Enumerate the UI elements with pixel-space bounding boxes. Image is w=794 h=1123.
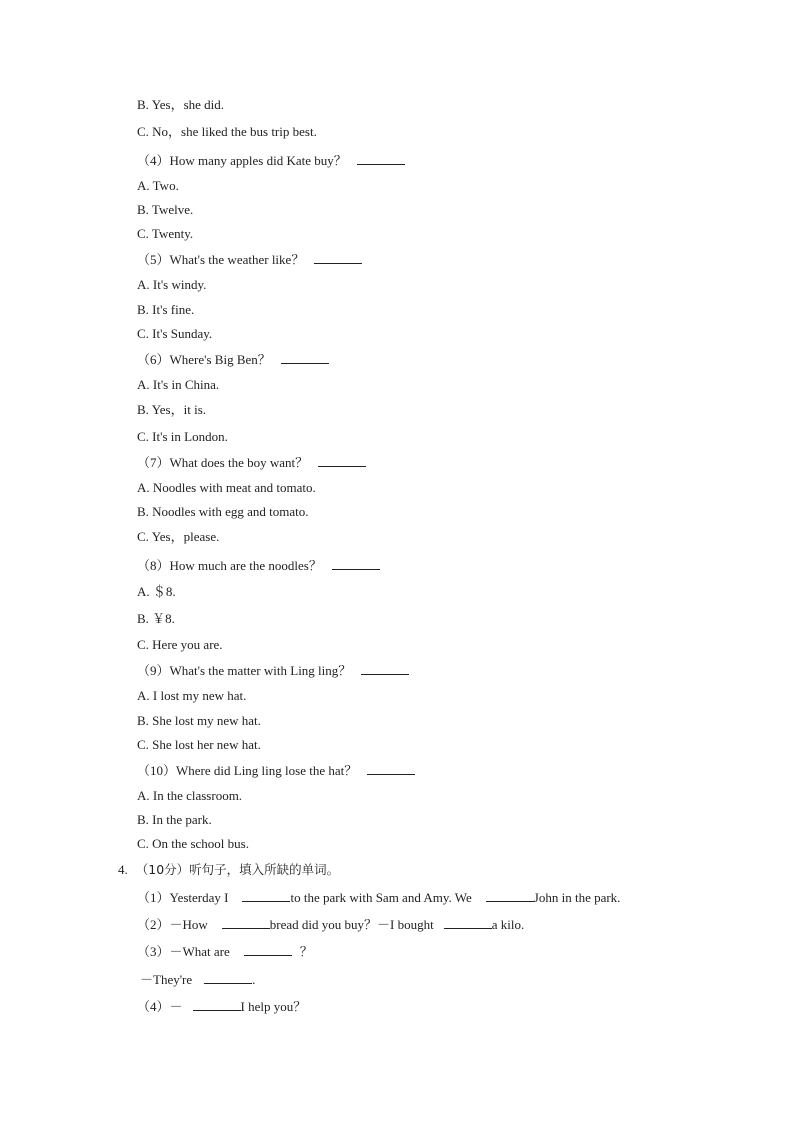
option-b: B. Noodles with egg and tomato. xyxy=(137,504,309,519)
question-text: （8）How much are the noodles？ xyxy=(137,558,322,573)
question-9 xyxy=(137,662,409,679)
answer-blank[interactable] xyxy=(444,916,492,929)
answer-blank[interactable] xyxy=(357,152,405,165)
fill-sentence-1 xyxy=(137,889,620,906)
section-number: 4. xyxy=(118,862,128,877)
sentence-text: （2）－How xyxy=(137,917,208,932)
fill-sentence-4 xyxy=(137,998,306,1015)
fill-sentence-2 xyxy=(137,916,524,933)
fill-sentence-3-reply xyxy=(140,971,255,988)
answer-blank[interactable] xyxy=(332,557,380,570)
option-a: A. It's windy. xyxy=(137,277,207,292)
question-text: （6）Where's Big Ben？ xyxy=(137,352,271,367)
option-b: B. In the park. xyxy=(137,812,212,827)
question-5 xyxy=(137,251,362,268)
answer-blank[interactable] xyxy=(318,454,366,467)
option-3c: C. No，she liked the bus trip best. xyxy=(137,124,317,139)
section-4-heading xyxy=(118,862,339,878)
answer-blank[interactable] xyxy=(193,998,241,1011)
option-a: A. It's in China. xyxy=(137,377,220,392)
sentence-text: John in the park. xyxy=(533,890,621,905)
option-a: A. Noodles with meat and tomato. xyxy=(137,480,316,495)
option-b: B. Yes，it is. xyxy=(137,402,206,417)
sentence-text: （1）Yesterday I xyxy=(137,890,229,905)
option-c: C. On the school bus. xyxy=(137,836,249,851)
answer-blank[interactable] xyxy=(204,971,252,984)
fill-sentence-3 xyxy=(137,943,313,960)
question-6 xyxy=(137,351,329,368)
answer-blank[interactable] xyxy=(367,762,415,775)
answer-blank[interactable] xyxy=(222,916,270,929)
sentence-text: I help you？ xyxy=(240,999,307,1014)
sentence-text: to the park with Sam and Amy. We xyxy=(290,890,472,905)
answer-blank[interactable] xyxy=(486,889,534,902)
question-10 xyxy=(137,762,415,779)
section-instruction: （10分）听句子，填入所缺的单词。 xyxy=(135,862,340,877)
question-text: （4）How many apples did Kate buy？ xyxy=(137,153,347,168)
question-text: （10）Where did Ling ling lose the hat？ xyxy=(137,763,358,778)
option-b: B. It's fine. xyxy=(137,302,195,317)
sentence-text: （3）－What are xyxy=(137,944,230,959)
sentence-text: －They're xyxy=(140,972,193,987)
option-a: A. In the classroom. xyxy=(137,788,243,803)
sentence-text: . xyxy=(252,972,256,987)
option-c: C. She lost her new hat. xyxy=(137,737,261,752)
option-c: C. Twenty. xyxy=(137,226,194,241)
question-text: （5）What's the weather like？ xyxy=(137,252,305,267)
option-b: B. She lost my new hat. xyxy=(137,713,261,728)
option-b: B. ￥8. xyxy=(137,611,175,626)
option-c: C. Here you are. xyxy=(137,637,223,652)
option-a: A. Two. xyxy=(137,178,179,193)
sentence-text: （4）－ xyxy=(137,999,183,1014)
option-a: A. ＄8. xyxy=(137,584,176,599)
option-c: C. It's in London. xyxy=(137,429,228,444)
answer-blank[interactable] xyxy=(244,943,292,956)
answer-blank[interactable] xyxy=(242,889,290,902)
answer-blank[interactable] xyxy=(361,662,409,675)
question-4 xyxy=(137,152,405,169)
question-text: （7）What does the boy want？ xyxy=(137,455,309,470)
option-b: B. Twelve. xyxy=(137,202,194,217)
question-8 xyxy=(137,557,380,574)
sentence-text: ？ xyxy=(299,944,313,959)
answer-blank[interactable] xyxy=(314,251,362,264)
sentence-text: a kilo. xyxy=(491,917,525,932)
question-7 xyxy=(137,454,366,471)
answer-blank[interactable] xyxy=(281,351,329,364)
option-3b: B. Yes，she did. xyxy=(137,97,225,112)
question-text: （9）What's the matter with Ling ling？ xyxy=(137,663,352,678)
option-c: C. It's Sunday. xyxy=(137,326,213,341)
sentence-text: bread did you buy？－I bought xyxy=(269,917,434,932)
option-a: A. I lost my new hat. xyxy=(137,688,247,703)
option-c: C. Yes，please. xyxy=(137,529,220,544)
